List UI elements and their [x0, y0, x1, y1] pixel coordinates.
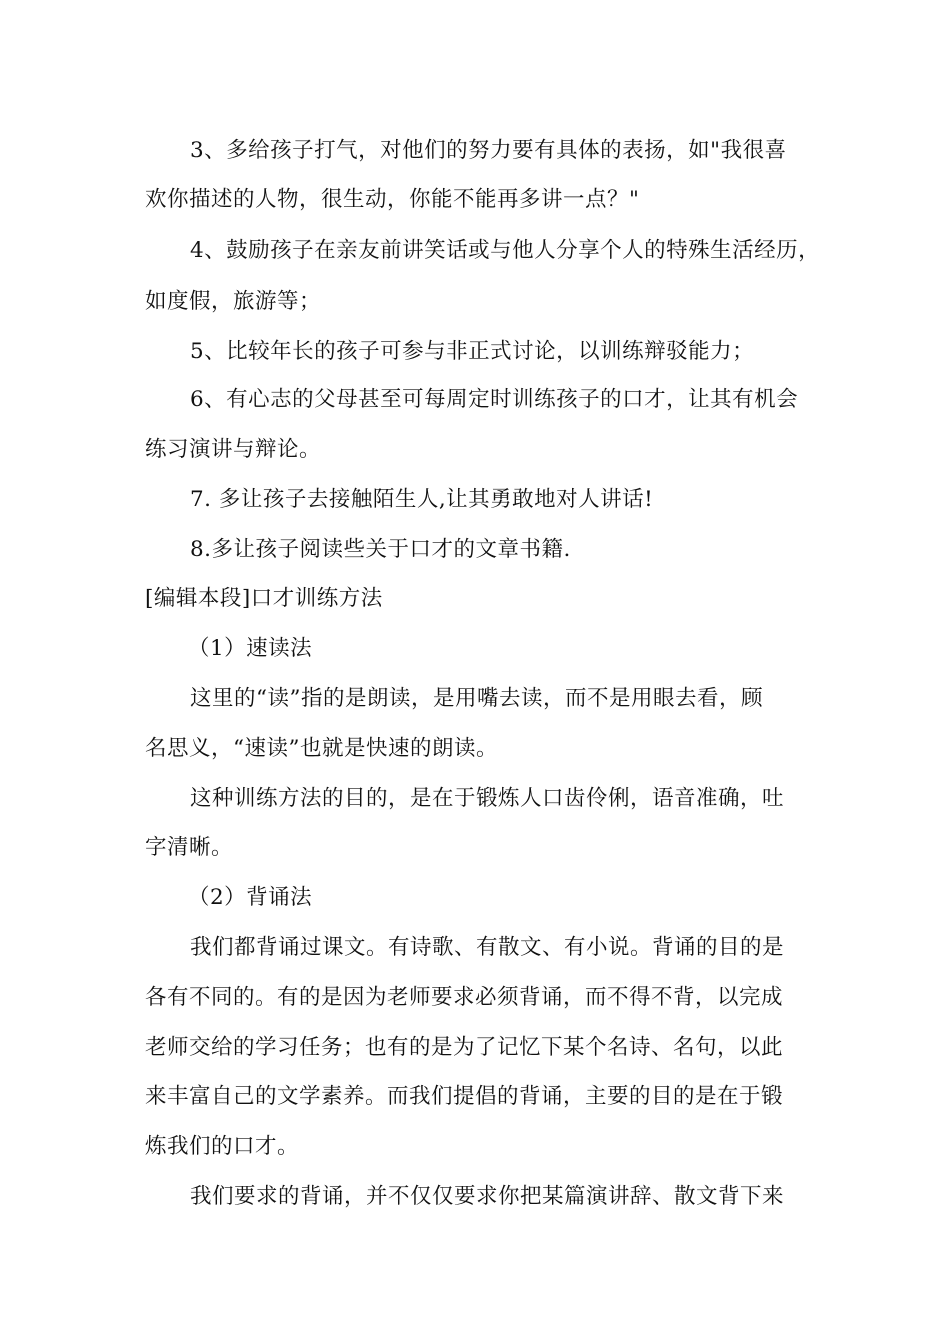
paragraph-line: 老师交给的学习任务；也有的是为了记忆下某个名诗、名句，以此: [145, 1035, 784, 1060]
paragraph-line: 6、有心志的父母甚至可每周定时训练孩子的口才，让其有机会: [190, 387, 799, 412]
paragraph-line: 7. 多让孩子去接触陌生人,让其勇敢地对人讲话!: [190, 487, 654, 512]
subsection-heading: （1）速读法: [188, 636, 313, 661]
paragraph-line: 4、鼓励孩子在亲友前讲笑话或与他人分享个人的特殊生活经历，: [190, 238, 821, 263]
paragraph-line: 这里的“读”指的是朗读，是用嘴去读，而不是用眼去看，顾: [190, 686, 763, 711]
paragraph-line: 名思义，“速读”也就是快速的朗读。: [145, 736, 498, 761]
paragraph-line: 8.多让孩子阅读些关于口才的文章书籍.: [190, 537, 571, 562]
paragraph-line: 各有不同的。有的是因为老师要求必须背诵，而不得不背，以完成: [145, 985, 784, 1010]
subsection-heading: （2）背诵法: [188, 885, 313, 910]
paragraph-line: 5、比较年长的孩子可参与非正式讨论，以训练辩驳能力；: [190, 339, 755, 364]
paragraph-line: 我们要求的背诵，并不仅仅要求你把某篇演讲辞、散文背下来: [190, 1184, 785, 1209]
paragraph-line: 炼我们的口才。: [145, 1134, 300, 1159]
paragraph-line: 这种训练方法的目的，是在于锻炼人口齿伶俐，语音准确，吐: [190, 786, 785, 811]
paragraph-line: 练习演讲与辩论。: [145, 437, 322, 462]
paragraph-line: 欢你描述的人物，很生动，你能不能再多讲一点？": [145, 187, 640, 212]
paragraph-line: 我们都背诵过课文。有诗歌、有散文、有小说。背诵的目的是: [190, 935, 785, 960]
section-heading: [编辑本段]口才训练方法: [145, 586, 383, 611]
paragraph-line: 3、多给孩子打气，对他们的努力要有具体的表扬，如"我很喜: [190, 138, 787, 163]
paragraph-line: 来丰富自己的文学素养。而我们提倡的背诵，主要的目的是在于锻: [145, 1084, 784, 1109]
paragraph-line: 字清晰。: [145, 835, 234, 860]
paragraph-line: 如度假，旅游等；: [145, 289, 322, 314]
